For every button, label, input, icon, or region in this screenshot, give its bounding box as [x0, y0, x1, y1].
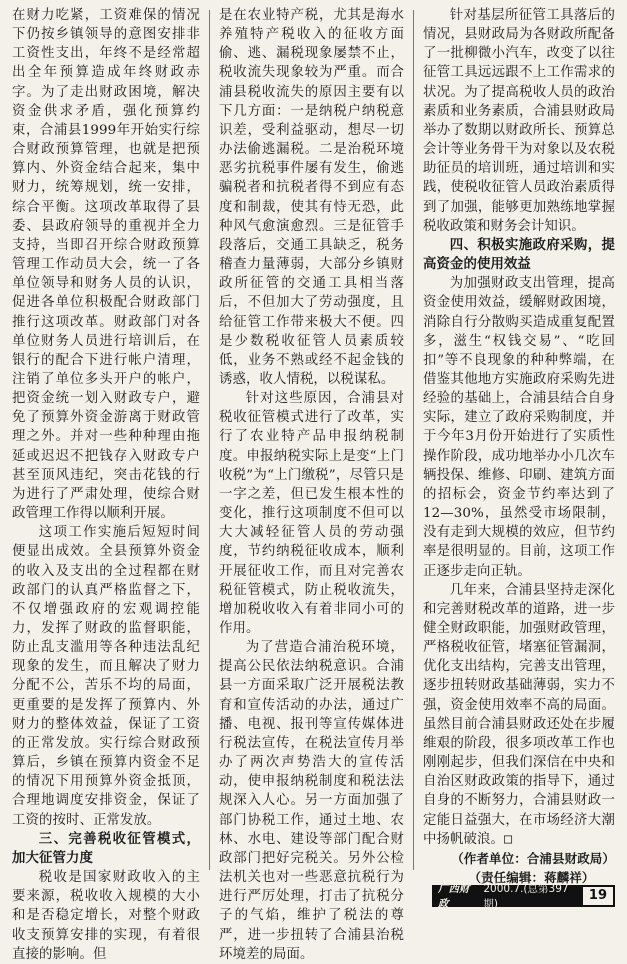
paragraph: 为了营造合浦治税环境，提高公民依法纳税意识。合浦县一方面采取广泛开展税法教育和宣传活动的办法，通过广播、电视、报刊等宣传媒体进行税法宣传，在税法宣传月举办了两次声势浩大的宣传活动，使申报纳税制度和税法法规深入人心。另一方面加强了部门协税工作，通过土地、农林、水电、建设等部门配合财政部门把好完税关。另外公检法机关也对一些恶意抗税行为进行严厉处理，打击了抗税分子的气焰，维护了税法的尊严，进一步扭转了合浦县治税环境差的局面。 [219, 640, 404, 962]
author-affiliation: （作者单位：合浦县财政局） [451, 850, 615, 866]
page-footer [432, 883, 615, 910]
column-middle [219, 6, 404, 964]
journal-name: 广西财政 [438, 883, 470, 910]
paragraph: 在财力吃紧，工资难保的情况下仍按乡镇领导的意图安排非工资性支出，年终不是经常超出全年预算造成年终财政赤字。为了走出财政困境，解决资金供求矛盾，强化预算约束，合浦县1999年开始实行综合财政预算管理，也就是把预算内、外资金结合起来，集中财力，统筹规划，统一安排，综合平衡。这项改革取得了县委、县政府领导的重视并全力支持，当即召开综合财政预算管理工作动员大会，统一了各单位领导和财务人员的认识，促进各单位积极配合财政部门推行这项改革。财政部门对各单位财务人员进行培训后，在银行的配合下进行帐户清理，注销了单位多头开户的帐户，把资金统一划入财政专户，避免了预算外资金游离于财政管理之外。并对一些种种理由拖延或迟迟不把钱存入财政专户甚至顶风违纪，突击花钱的行为进行了严肃处理，使综合财政管理工作得以顺利开展。 [12, 8, 200, 522]
column-left [12, 6, 200, 964]
paragraph: 针对这些原因，合浦县对税收征管模式进行了改革，实行了农业特产品申报纳税制度。申报纳税实际上是变“上门收税”为“上门缴税”，尽管只是一字之差，但已发生根本性的变化，推行这项制度不但可以大大减轻征管人员的劳动强度，节约纳税征收成本，顺利开展征收工作，而且对完善农税征管模式，防止税收流失，增加税收收入有着非同小可的作用。 [219, 391, 404, 636]
paragraph-text: 几年来，合浦县坚持走深化和完善财税改革的道路，进一步健全财政职能，加强财政管理，严格税收征管，堵塞征管漏洞，优化支出结构，完善支出管理，逐步扭转财政基础薄弱，实力不强，资金使用效率不高的局面。虽然目前合浦县财政还处在步履维艰的阶段，很多项改革工作也刚刚起步，但我们深信在中央和自治区财政政策的指导下，通过自身的不断努力，合浦县财政一定能日益强大，在市场经济大潮中扬帆破浪。 [423, 582, 615, 847]
paragraph: 这项工作实施后短短时间便显出成效。全县预算外资金的收入及支出的全过程都在财政部门的认真严格监督之下，不仅增强政府的宏观调控能力，发挥了财政的监督职能，防止乱支滥用等各种违法乱纪现象的发生，而且解决了财力分配不公，苦乐不均的局面，更重要的是发挥了预算内、外财力的整体效益，保证了工资的正常发放。实行综合财政预算后，乡镇在预算内资金不足的情况下用预算外资金抵顶，合理地调度安排资金，保证了工资的按时、正常发放。 [12, 525, 200, 828]
page-number: 19 [583, 887, 613, 905]
end-mark: □ [503, 831, 513, 847]
responsible-editor: （责任编辑：蒋麟祥） [468, 870, 595, 886]
paragraph: 针对基层所征管工具落后的情况，县财政局为各财政所配备了一批柳微小汽车，改变了以往征管工具远远跟不上工作需求的状况。为了提高税收人员的政治素质和业务素质，合浦县财政局举办了数期以财政所长、预算总会计等业务骨干为对象以及农税助征员的培训班，通过培训和实践，使税收征管人员政治素质得到了加强，能够更加熟练地掌握税收政策和财务会计知识。 [423, 8, 615, 234]
column-divider [209, 10, 210, 870]
paragraph: 为加强财政支出管理，提高资金使用效益，缓解财政困境，消除自行分散购买造成重复配置多，滋生“权钱交易”、“吃回扣”等不良现象的种种弊端，在借鉴其他地方实施政府采购先进经验的基础上，合浦县结合自身实际，建立了政府采购制度，并于今年3月份开始进行了实质性操作阶段，成功地举办小几次车辆投保、维修、印刷、建筑方面的招标会，资金节约率达到了12—30%，虽然受市场限制，没有走到大规模的效应，但节约率是很明显的。目前，这项工作正逐步走向正轨。 [423, 276, 615, 579]
issue-info: 2000.7.(总第397期) [483, 883, 569, 910]
paragraph: 是在农业特产税，尤其是海水养殖特产税收入的征收方面偷、逃、漏税现象屡禁不止，税收流失现象较为严重。而合浦县税收流失的原因主要有以下几方面：一是纳税户纳税意识差，受利益驱动，想尽一切办法偷逃漏税。二是治税环境恶劣抗税事件屡有发生，偷逃骗税者和抗税者得不到应有态度和制裁，使其有恃无恐，此种风气愈演愈烈。三是征管手段落后，交通工具缺乏，税务稽查力量薄弱，大部分乡镇财政所征管的交通工具相当落后，不但加大了劳动强度，且给征管工作带来极大不便。四是少数税收征管人员素质较低，业务不熟或经不起金钱的诱惑，收人情税，以税谋私。 [219, 8, 404, 387]
column-right [423, 6, 615, 887]
section-heading-4: 四、积极实施政府采购，提高资金的使用效益 [423, 237, 615, 273]
paragraph: 税收是国家财政收入的主要来源，税收收入规模的大小和是否稳定增长，对整个财政收支预算安排的实现，有着很直接的影响。但 [12, 870, 200, 962]
paragraph [423, 581, 615, 849]
section-heading-3: 三、完善税收征管模式，加大征管力度 [12, 831, 200, 866]
column-divider [413, 10, 414, 870]
